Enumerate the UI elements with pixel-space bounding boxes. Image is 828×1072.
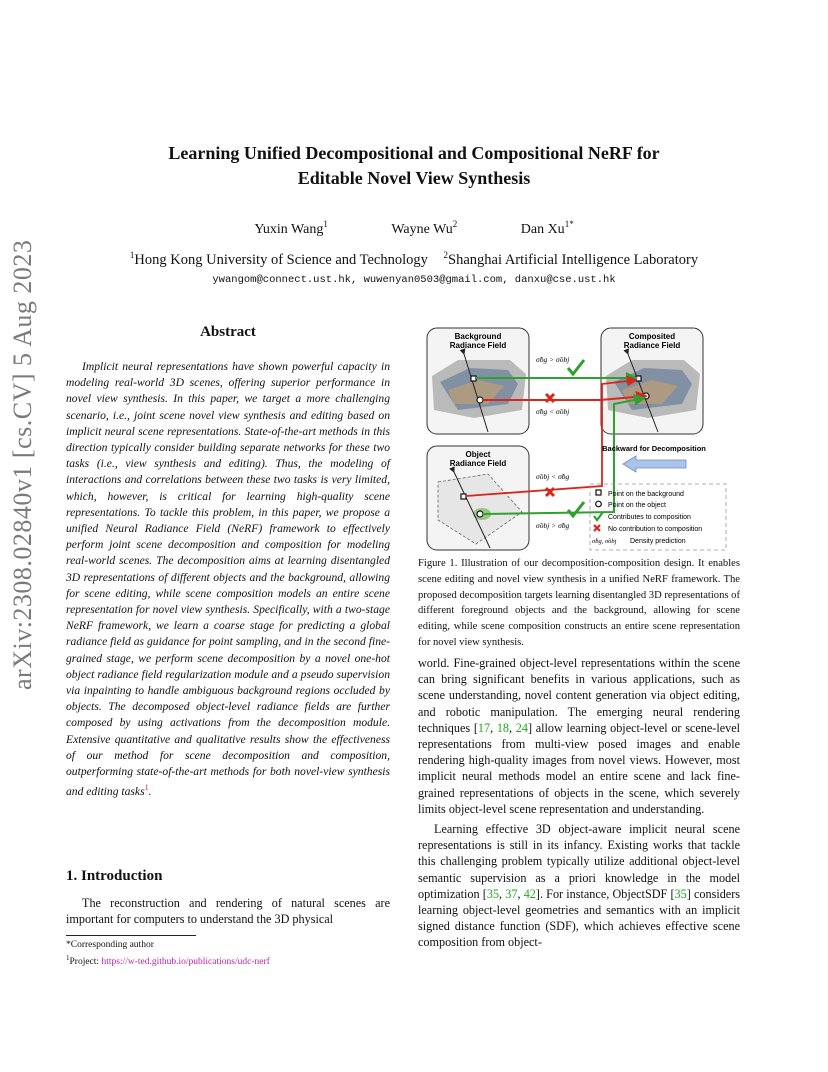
figure-1 (418, 324, 740, 554)
affiliation-2: $^2$Shanghai Artificial Intelligence Laboratory (443, 250, 699, 268)
comp-field-label-1: Composited (628, 332, 676, 341)
comp-field-label-2: Radiance Field (623, 341, 681, 350)
legend-object-point: Point on the object (608, 502, 666, 509)
figure-caption: Figure 1. Illustration of our decomposition-composition design. It enables scene editing and novel view synthesis in a unified NeRF framework. The proposed decomposition targets learning disentangled 3D representations of different foreground objects and the background, allowing for scene editing, while scene composition constructs an entire scene representation for novel view synthesis. (418, 558, 740, 648)
cond-bg-gt: σ̂bg > σ̂obj (536, 355, 570, 364)
footnote-corresponding: *Corresponding author (66, 940, 154, 950)
obj-field-label-2: Radiance Field (449, 459, 507, 468)
citation[interactable]: 35 (674, 886, 687, 901)
intro-body: The reconstruction and rendering of natural scenes are important for computers to understand the 3D physical (66, 896, 390, 927)
abstract-body: Implicit neural representations have shown powerful capacity in modeling real-world 3D scenes, offering superior performance in novel view synthesis. In this paper, we target a more challenging scenario, i.e., joint scene novel view synthesis and editing based on implicit neural scene representations. State-of-the-art methods in this direction typically consider building separate networks for these two tasks (i.e., view synthesis and editing). Thus, the modeling of interactions and correlations between these two tasks is very limited, which, however, is critical for learning high-quality scene representations. To tackle this problem, in this paper, we propose a unified Neural Radiance Field (NeRF) framework to effectively perform joint scene decomposition and composition for modeling real-world scenes. The decomposition aims at learning disentangled 3D representations of different objects and the background, allowing for scene editing, while scene composition models an entire scene representation for novel view synthesis. Specifically, with a two-stage NeRF framework, we learn a coarse stage for predicting a global radiance field as guidance for point sampling, and in the second fine-grained stage, we perform scene decomposition by a novel one-hot object radiance field regularization module and a pseudo supervision via inpainting to handle ambiguous background regions occluded by objects. The decomposed object-level radiance fields are further composed by using activations from the decomposition module. Extensive quantitative and qualitative results show the effectiveness of our method for scene decomposition and composition, outperforming state-of-the-art methods for both novel-view synthesis and editing tasks$^1$. (66, 360, 390, 799)
footnote-rule (66, 935, 196, 936)
footnote-ref[interactable]: 1 (144, 783, 149, 793)
author-3: Dan $Xu^{1*}$ (520, 219, 574, 237)
footnote-project: $^1$Project: https://w-ted.github.io/publications/udc-nerf (66, 954, 270, 968)
cond-obj-lt: σ̂obj < σ̂bg (536, 472, 570, 481)
citation[interactable]: 42 (523, 886, 536, 901)
citation[interactable]: 35 (486, 886, 500, 901)
author-list (0, 219, 828, 238)
paragraph-1: world. Fine-grained object-level representations within the scene can bring significant benefits in various applications, such as scene understanding, novel content generation via object editing, and robotic manipulation. The emerging neural rendering techniques [17, 18, 24] allow learning object-level or scene-level representations from multi-view posed images and enable rendering high-quality images from novel views. However, most implicit neural methods model an entire scene and lack fine-grained representations of objects in the scene, which severely limits object-level scene representation and understanding. (418, 656, 740, 816)
intro-heading: 1. Introduction (66, 868, 163, 884)
legend-background-point: Point on the background (608, 491, 684, 498)
intro-continued (418, 655, 740, 955)
citation[interactable]: 37 (505, 886, 518, 901)
bg-field-label-1: Background (454, 332, 502, 341)
citation[interactable]: 18 (496, 720, 510, 735)
abstract-heading: Abstract (200, 324, 256, 340)
obj-field-label-1: Object (465, 450, 491, 459)
author-emails: ywangom@connect.ust.hk, wuwenyan0503@gmail.com, danxu@cse.ust.hk (212, 274, 616, 286)
paper-title (100, 141, 728, 191)
backward-label: Backward for Decomposition (602, 444, 706, 453)
author-1: Yuxin Wang$^1$ (254, 219, 328, 237)
check-icon (568, 360, 584, 374)
check-icon (568, 502, 584, 516)
legend-no-contribution: No contribution to composition (608, 526, 703, 533)
affiliations (0, 250, 828, 269)
title-line-2: Editable Novel View Synthesis (297, 168, 531, 188)
citation[interactable]: 24 (515, 720, 528, 735)
bg-field-label-2: Radiance Field (449, 341, 507, 350)
backward-arrow-icon (623, 456, 686, 472)
title-line-1: Learning Unified Decompositional and Compositional NeRF for (168, 143, 660, 163)
project-link[interactable]: https://w-ted.github.io/publications/udc-nerf (101, 957, 270, 968)
arxiv-stamp: arXiv:2308.02840v1 [cs.CV] 5 Aug 2023 (8, 239, 37, 690)
paragraph-2: Learning effective 3D object-aware implicit neural scene representations is still in its infancy. Existing works that tackle this challenging problem typically utilize additional object-level semantic supervision as a priori knowledge in the model optimization [35, 37, 42]. For instance, ObjectSDF [35] considers learning object-level geometries and semantics with an implicit signed distance function (SDF), which achieves effective scene composition from object- (418, 822, 741, 950)
legend-contributes: Contributes to composition (608, 514, 691, 521)
affiliation-1: $^1$Hong Kong University of Science and Technology (129, 250, 428, 268)
author-2: Wayne Wu$^2$ (391, 219, 458, 237)
citation[interactable]: 17 (477, 720, 491, 735)
cond-bg-lt: σ̂bg < σ̂obj (536, 407, 570, 416)
cond-obj-gt: σ̂obj > σ̂bg (536, 521, 570, 530)
legend-density: Density prediction (630, 538, 686, 545)
legend-density-symbol: σ̂bg, σ̂obj (592, 538, 617, 545)
